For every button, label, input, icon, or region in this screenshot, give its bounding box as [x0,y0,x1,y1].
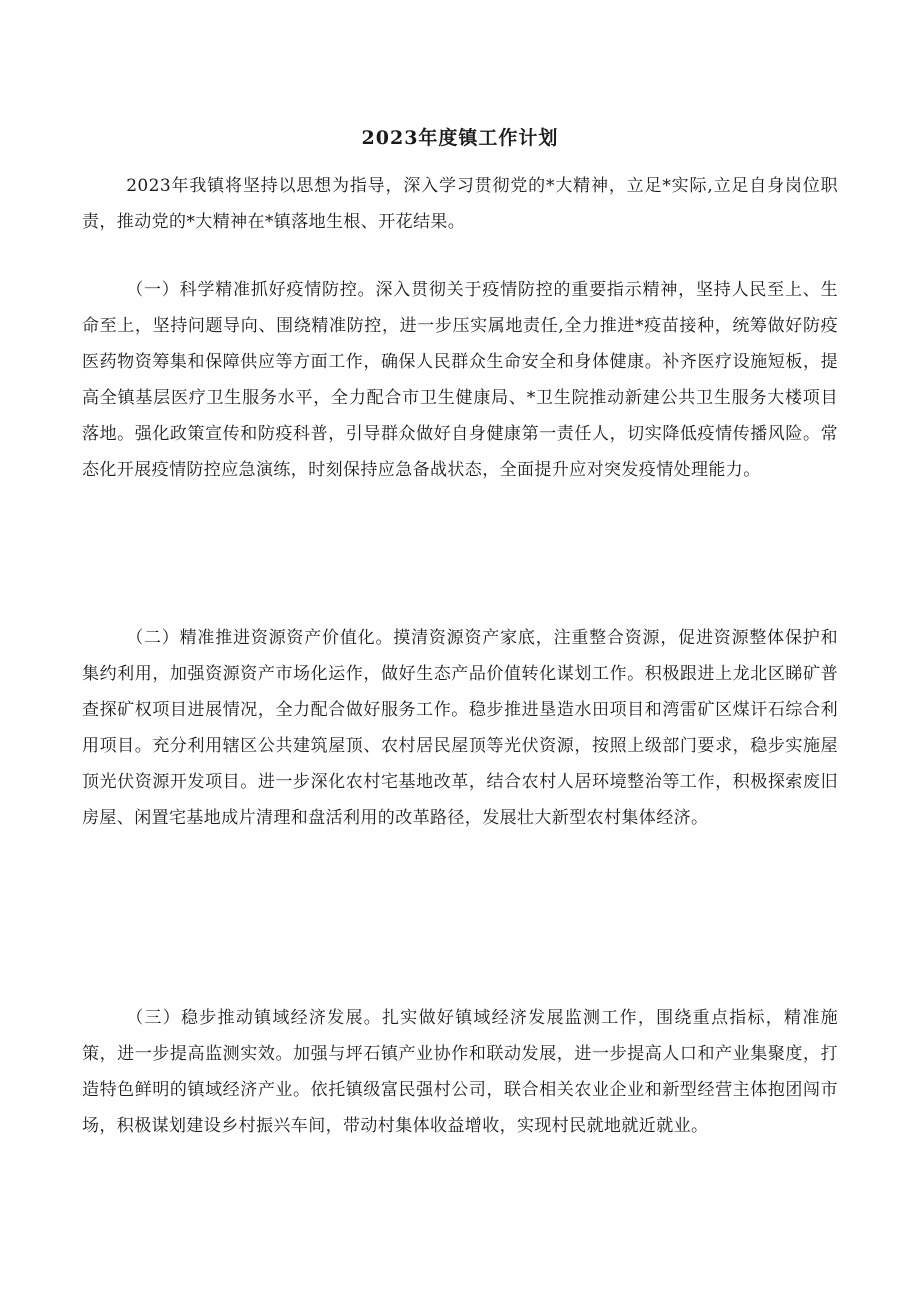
section-2-paragraph: （二）精准推进资源资产价值化。摸清资源资产家底，注重整合资源，促进资源整体保护和集约利用，加强资源资产市场化运作，做好生态产品价值转化谋划工作。积极跟进上龙北区睇矿普查探矿权项目进展情况，全力配合做好服务工作。稳步推进垦造水田项目和湾雷矿区煤讦石综合利用项目。充分利用辖区公共建筑屋顶、农村居民屋顶等光伏资源，按照上级部门要求，稳步实施屋顶光伏资源开发项目。进一步深化农村宅基地改革，结合农村人居环境整治等工作，积极探索废旧房屋、闲置宅基地成片清理和盘活利用的改革路径，发展壮大新型农村集体经济。 [82,628,838,828]
document-title: 2023年度镇工作计划 [361,127,559,149]
section-1-paragraph: （一）科学精准抓好疫情防控。深入贯彻关于疫情防控的重要指示精神，坚持人民至上、生命至上，坚持问题导向、围绕精准防控，进一步压实属地责任,全力推进*疫苗接种，统筹做好防疫医药物资筹集和保障供应等方面工作，确保人民群众生命安全和身体健康。补齐医疗设施短板，提高全镇基层医疗卫生服务水平，全力配合市卫生健康局、*卫生院推动新建公共卫生服务大楼项目落地。强化政策宣传和防疫科普，引导群众做好自身健康第一责任人，切实降低疫情传播风险。常态化开展疫情防控应急演练，时刻保持应急备战状态，全面提升应对突发疫情处理能力。 [82,280,838,480]
section-3-paragraph: （三）稳步推动镇域经济发展。扎实做好镇域经济发展监测工作，围绕重点指标，精准施策，进一步提高监测实效。加强与坪石镇产业协作和联动发展，进一步提高人口和产业集聚度，打造特色鲜明的镇域经济产业。依托镇级富民强村公司，联合相关农业企业和新型经营主体抱团闯市场，积极谋划建设乡村振兴车间，带动村集体收益增收，实现村民就地就近就业。 [82,1008,838,1136]
intro-paragraph: 2023年我镇将坚持以思想为指导，深入学习贯彻党的*大精神，立足*实际,立足自身岗位职责，推动党的*大精神在*镇落地生根、开花结果。 [82,176,838,232]
